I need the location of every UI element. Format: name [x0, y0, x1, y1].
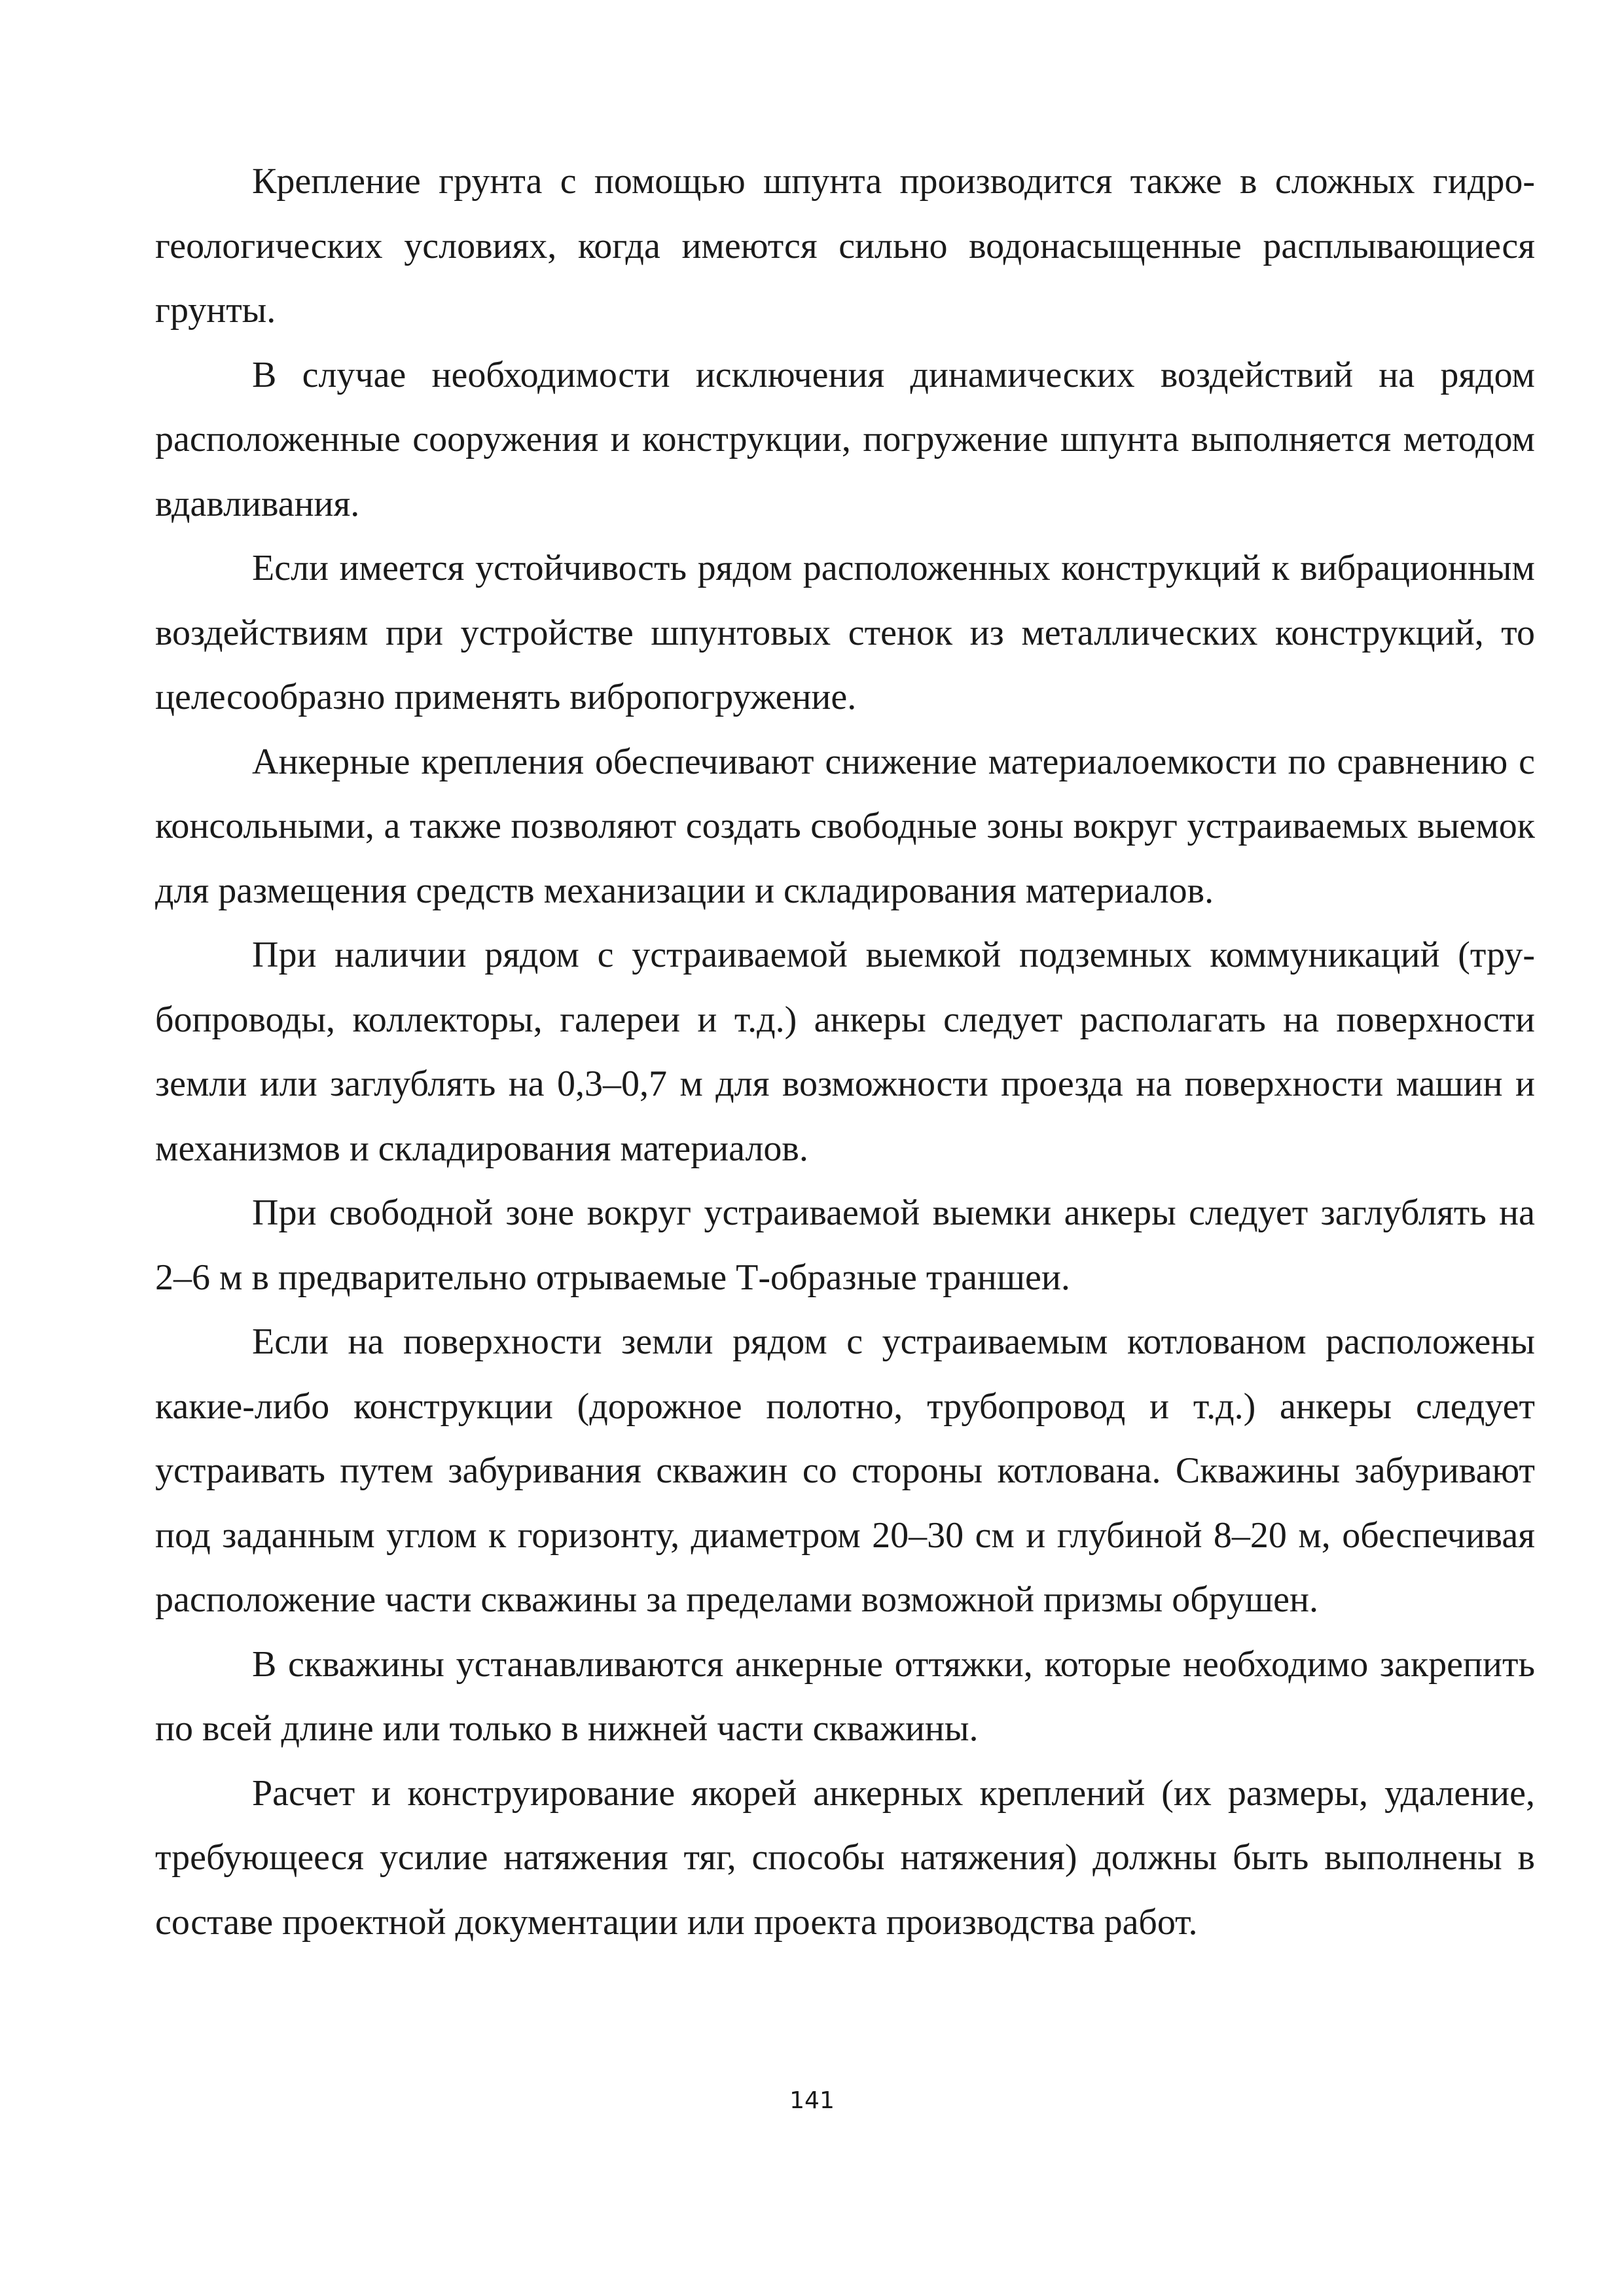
paragraph-7: Если на поверхности земли рядом с устраиваемым котлованом расположены какие-либо конструкции (дорожное полотно, трубопровод и т.д.) анкеры следует устраивать путем забуривания скважин со стороны котлована. Скважины забуривают под заданным углом к горизонту, диаметром 20–30 см и глубиной 8–20 м, обеспечивая расположение части скважины за пределами возможной призмы обрушен. [155, 1321, 1535, 1620]
paragraph-4: Анкерные крепления обеспечивают снижение материалоемкости по сравнению с консольными, а также позволяют создать свободные зоны вокруг устраиваемых выемок для размещения средств механизации и складирования материалов. [155, 741, 1535, 911]
paragraph-9: Расчет и конструирование якорей анкерных креплений (их размеры, удаление, требующееся усилие натяжения тяг, способы натяжения) должны быть выполнены в составе проектной документации или проекта производства работ. [155, 1772, 1535, 1943]
document-body [155, 149, 1535, 1954]
paragraph-2: В случае необходимости исключения динамических воздействий на рядом расположенные сооружения и конструкции, погружение шпунта выполняется методом вдавливания. [155, 354, 1535, 524]
paragraph-5: При наличии рядом с устраиваемой выемкой подземных коммуникаций (трубопроводы, коллекторы, галереи и т.д.) анкеры следует располагать на поверхности земли или заглублять на 0,3–0,7 м для возможности проезда на поверхности машин и механизмов и складирования материалов. [155, 935, 1535, 1169]
paragraph-6: При свободной зоне вокруг устраиваемой выемки анкеры следует заглублять на 2–6 м в предварительно отрываемые Т-образные траншеи. [155, 1193, 1535, 1298]
paragraph-8: В скважины устанавливаются анкерные оттяжки, которые необходимо закрепить по всей длине или только в нижней части скважины. [155, 1643, 1535, 1749]
page-number: 141 [789, 2087, 835, 2114]
paragraph-3: Если имеется устойчивость рядом расположенных конструкций к вибрационным воздействиям при устройстве шпунтовых стенок из металлических конструкций, то целесообразно применять вибропогружение. [155, 548, 1535, 717]
paragraph-1: Крепление грунта с помощью шпунта производится также в сложных гидрогеологических условиях, когда имеются сильно водонасыщенные расплывающиеся грунты. [155, 161, 1535, 331]
